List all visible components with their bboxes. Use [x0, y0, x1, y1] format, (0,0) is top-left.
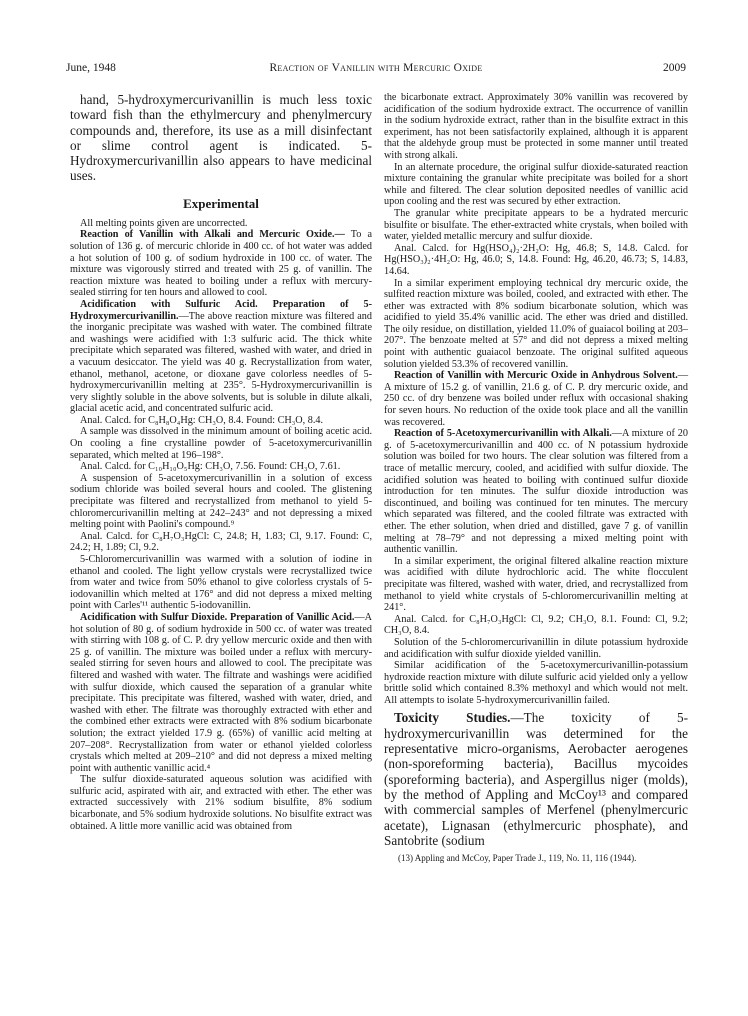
right-column	[384, 92, 688, 864]
alkali-heading: Reaction of Vanillin with Alkali and Mercuric Oxide.—	[80, 229, 345, 241]
analysis-5: Anal. Calcd. for C₈H₇O₃HgCl: Cl, 9.2; CH₃O, 8.1. Found: Cl, 9.2; CH₃O, 8.4.	[384, 613, 688, 637]
anhydrous-text: —A mixture of 15.2 g. of vanillin, 21.6 g. of C. P. dry mercuric oxide, and 250 cc. of dry benzene was boiled under reflux with occasional shaking for seven hours. No reduction of the oxide took place and all the vanillin was recovered.	[384, 370, 688, 428]
acid-paragraph	[70, 299, 372, 415]
analysis-2: Anal. Calcd. for C₁₀H₁₀O₅Hg: CH₃O, 7.56. Found: CH₃O, 7.61.	[80, 461, 341, 473]
similar2-paragraph: In a similar experiment, the original filtered alkaline reaction mixture was acidified with dilute hydrochloric acid. The white flocculent precipitate was filtered, washed with water, dried, and recrystallized from methanol to yield white crystals of 5-chloromercurivanillin melting at 241°.	[384, 555, 688, 614]
solution-paragraph: Solution of the 5-chloromercurivanillin in dilute potassium hydroxide and acidification with sulfur dioxide yielded vanillin.	[384, 636, 688, 660]
left-column	[70, 92, 372, 832]
running-header	[66, 62, 686, 78]
section-title-experimental: Experimental	[183, 195, 259, 211]
intro-paragraph: hand, 5-hydroxymercurivanillin is much less toxic toward fish than the ethylmercury and phenylmercury compounds and, therefore, its use as a mill disinfectant or slime control agent is indicated. 5-Hydroxymercurivanillin also appears to have medicinal uses.	[70, 92, 372, 184]
acid-text: —The above reaction mixture was filtered and the inorganic precipitate was washed with water. The combined filtrate and washings were acidified with 1:3 sulfuric acid. The thick white precipitate which separated was filtered, washed with water, and dried in a vacuum desiccator. The yield was 40 g. Recrystallization from water, ethanol, methanol, acetone, or dioxane gave colorless needles of 5-hydroxymercurivanillin melting at 235°. 5-Hydroxymercurivanillin is very slightly soluble in the above solvents, but is soluble in dilute alkali, glacial acetic acid, and concentrated sulfuric acid.	[70, 310, 372, 415]
anhydrous-paragraph	[384, 370, 688, 428]
alternate-paragraph: In an alternate procedure, the original sulfur dioxide-saturated reaction mixture containing the granular white precipitate was boiled for a short while and filtered. The clear solution deposited needles of vanillic acid upon cooling and the rest was secured by ether extraction.	[384, 161, 688, 208]
alkali-text: To a solution of 136 g. of mercuric chloride in 400 cc. of hot water was added a hot solution of 100 g. of sodium hydroxide in 100 cc. of water. The mixture was vigorously stirred and treated with 25 g. of vanillin. The reaction mixture was heated to boiling under a reflux with mercury-sealed stirring for ten hours and allowed to cool.	[70, 229, 372, 299]
toxicity-heading: Toxicity Studies.	[394, 710, 511, 726]
header-date: June, 1948	[66, 62, 116, 74]
so2-heading: Acidification with Sulfur Dioxide. Preparation of Vanillic Acid.	[80, 611, 355, 623]
acetoxy-text: —A mixture of 20 g. of 5-acetoxymercurivanillin and 400 cc. of N potassium hydroxide solution was boiled for two hours. The clear solution was filtered from a trace of metallic mercury, cooled, and acidified with sulfur dioxide. The acidified solution was heated to boiling with continued sulfur dioxide introduction for ten minutes. The sulfur dioxide introduction was discontinued, and boiling was continued for ten minutes. The mercury which separated was filtered, and the cooled filtrate was extracted with ether. The ether solution, when dried and distilled, gave 7 g. of vanillin melting at 78–79° and not depressing a mixed melting point with authentic vanillin.	[384, 428, 688, 556]
acid-heading: Acidification with Sulfuric Acid. Preparation of 5-Hydroxymercurivanillin.	[70, 298, 372, 322]
so2-paragraph	[70, 612, 372, 774]
footnote-13: (13) Appling and McCoy, Paper Trade J., 119, No. 11, 116 (1944).	[398, 853, 637, 864]
sulfur-paragraph: The sulfur dioxide-saturated aqueous solution was acidified with sulfuric acid, aspirated with air, and extracted with ether. The ether was extracted successively with 21% sodium bisulfite, 8% sodium bicarbonate, and 5% sodium hydroxide solutions. No bisulfite extract was obtained. A little more vanillic acid was obtained from	[70, 774, 372, 832]
so2-text: —A hot solution of 80 g. of sodium hydroxide in 500 cc. of water was treated with stirring with 108 g. of C. P. dry yellow mercuric oxide and then with 25 g. of vanillin. The mixture was boiled under a reflux with mercury-sealed stirring for seven hours and allowed to cool. The precipitate was filtered and washed with water. The filtrate and washings were acidified with sulfur dioxide, which caused the separation of a granular white precipitate. This precipitate was filtered, washed with water, dried, and washed with ether. The filtrate was thoroughly extracted with ether and the combined ether extracts were extracted with 8% sodium bicarbonate solution; the extract yielded 17.9 g. (65%) of vanillic acid melting at 207–208°. Recrystallization from water or ethanol yielded colorless crystals which melted at 209–210° and did not depress a mixed melting point with authentic vanillic acid.⁴	[70, 611, 372, 774]
continued-paragraph: the bicarbonate extract. Approximately 30% vanillin was recovered by acidification of the sodium hydroxide extract. The occurrence of vanillin in the sodium hydroxide extract, rather than in the bisulfite extract in this experiment, has not been satisfactorily explained, although it is apparent that the aldehyde group must be protected in some manner until treated with strong alkali.	[384, 92, 688, 161]
acetoxy-heading: Reaction of 5-Acetoxymercurivanillin with Alkali.	[394, 428, 612, 440]
chloro-paragraph: 5-Chloromercurivanillin was warmed with a solution of iodine in ethanol and cooled. The light yellow crystals were recrystallized twice from water and twice from 50% ethanol to give colorless crystals of 5-iodovanillin which melted at 176° and did not depress a mixed melting point with Carles'¹¹ authentic 5-iodovanillin.	[70, 554, 372, 612]
analysis-1: Anal. Calcd. for C₈H₈O₄Hg: CH₃O, 8.4. Found: CH₃O, 8.4.	[80, 414, 324, 426]
toxicity-paragraph	[384, 710, 688, 848]
acidification-paragraph: Similar acidification of the 5-acetoxymercurivanillin-potassium hydroxide reaction mixture with dilute sulfuric acid yielded only a yellow brittle solid which contained 8.3% methoxyl and which would not melt. All attempts to isolate 5-hydroxymercurivanillin failed.	[384, 660, 688, 706]
alkali-paragraph	[70, 229, 372, 299]
analysis-3: Anal. Calcd. for C₈H₇O₃HgCl: C, 24.8; H, 1.83; Cl, 9.17. Found: C, 24.2; H, 1.89; Cl, 9.2.	[70, 530, 372, 554]
header-page-number: 2009	[663, 62, 686, 74]
suspension-paragraph: A suspension of 5-acetoxymercurivanillin in a solution of excess sodium chloride was boiled several hours and cooled. The glistening precipitate was filtered and recrystallized from methanol to yield 5-chloromercurivanillin melting at 242–243° and not depressing a mixed melting point with Paolini's compound.⁹	[70, 472, 372, 531]
analysis-4: Anal. Calcd. for Hg(HSO₄)₂·2H₂O: Hg, 46.8; S, 14.8. Calcd. for Hg(HSO₃)₂·4H₂O: Hg, 46.0; S, 14.8. Found: Hg, 46.20, 46.73; S, 14.83, 14.64.	[384, 242, 688, 277]
sample-paragraph: A sample was dissolved in the minimum amount of boiling acetic acid. On cooling a fine crystalline powder of 5-acetoxymercurivanillin separated, which melted at 196–198°.	[70, 426, 372, 461]
melting-note: All melting points given are uncorrected.	[80, 217, 248, 229]
anhydrous-heading: Reaction of Vanillin with Mercuric Oxide in Anhydrous Solvent.	[394, 370, 678, 382]
similar-paragraph: In a similar experiment employing technical dry mercuric oxide, the sulfited reaction mixture was boiled, cooled, and extracted with ether. The ether was extracted with 8% sodium bicarbonate solution, which was acidified to yield 35.4% vanillic acid. The ether was dried and distilled. The oily residue, on distillation, yielded 11.0% of guaiacol boiling at 203–207°. The benzoate melted at 57° and did not depress a mixed melting point with authentic guaiacol benzoate. The original sulfited aqueous solution yielded 53.3% of recovered vanillin.	[384, 277, 688, 370]
granular-paragraph: The granular white precipitate appears to be a hydrated mercuric bisulfite or bisulfate. The ether-extracted white crystals, when boiled with water, yielded metallic mercury and sulfur dioxide.	[384, 207, 688, 243]
toxicity-text: —The toxicity of 5-hydroxymercurivanillin was determined for the representative micro-organisms, Aerobacter aerogenes (non-sporeforming bacteria), Bacillus mycoides (sporeforming bacteria), and Aspergillus niger (molds), by the method of Appling and McCoy¹³ and compared with commercial samples of Merfenel (phenylmercuric acetate), Lignasan (ethylmercuric phosphate), and Santobrite (sodium	[384, 710, 689, 848]
acetoxy-paragraph	[384, 428, 688, 556]
header-running-title: Reaction of Vanillin with Mercuric Oxide	[269, 62, 483, 74]
